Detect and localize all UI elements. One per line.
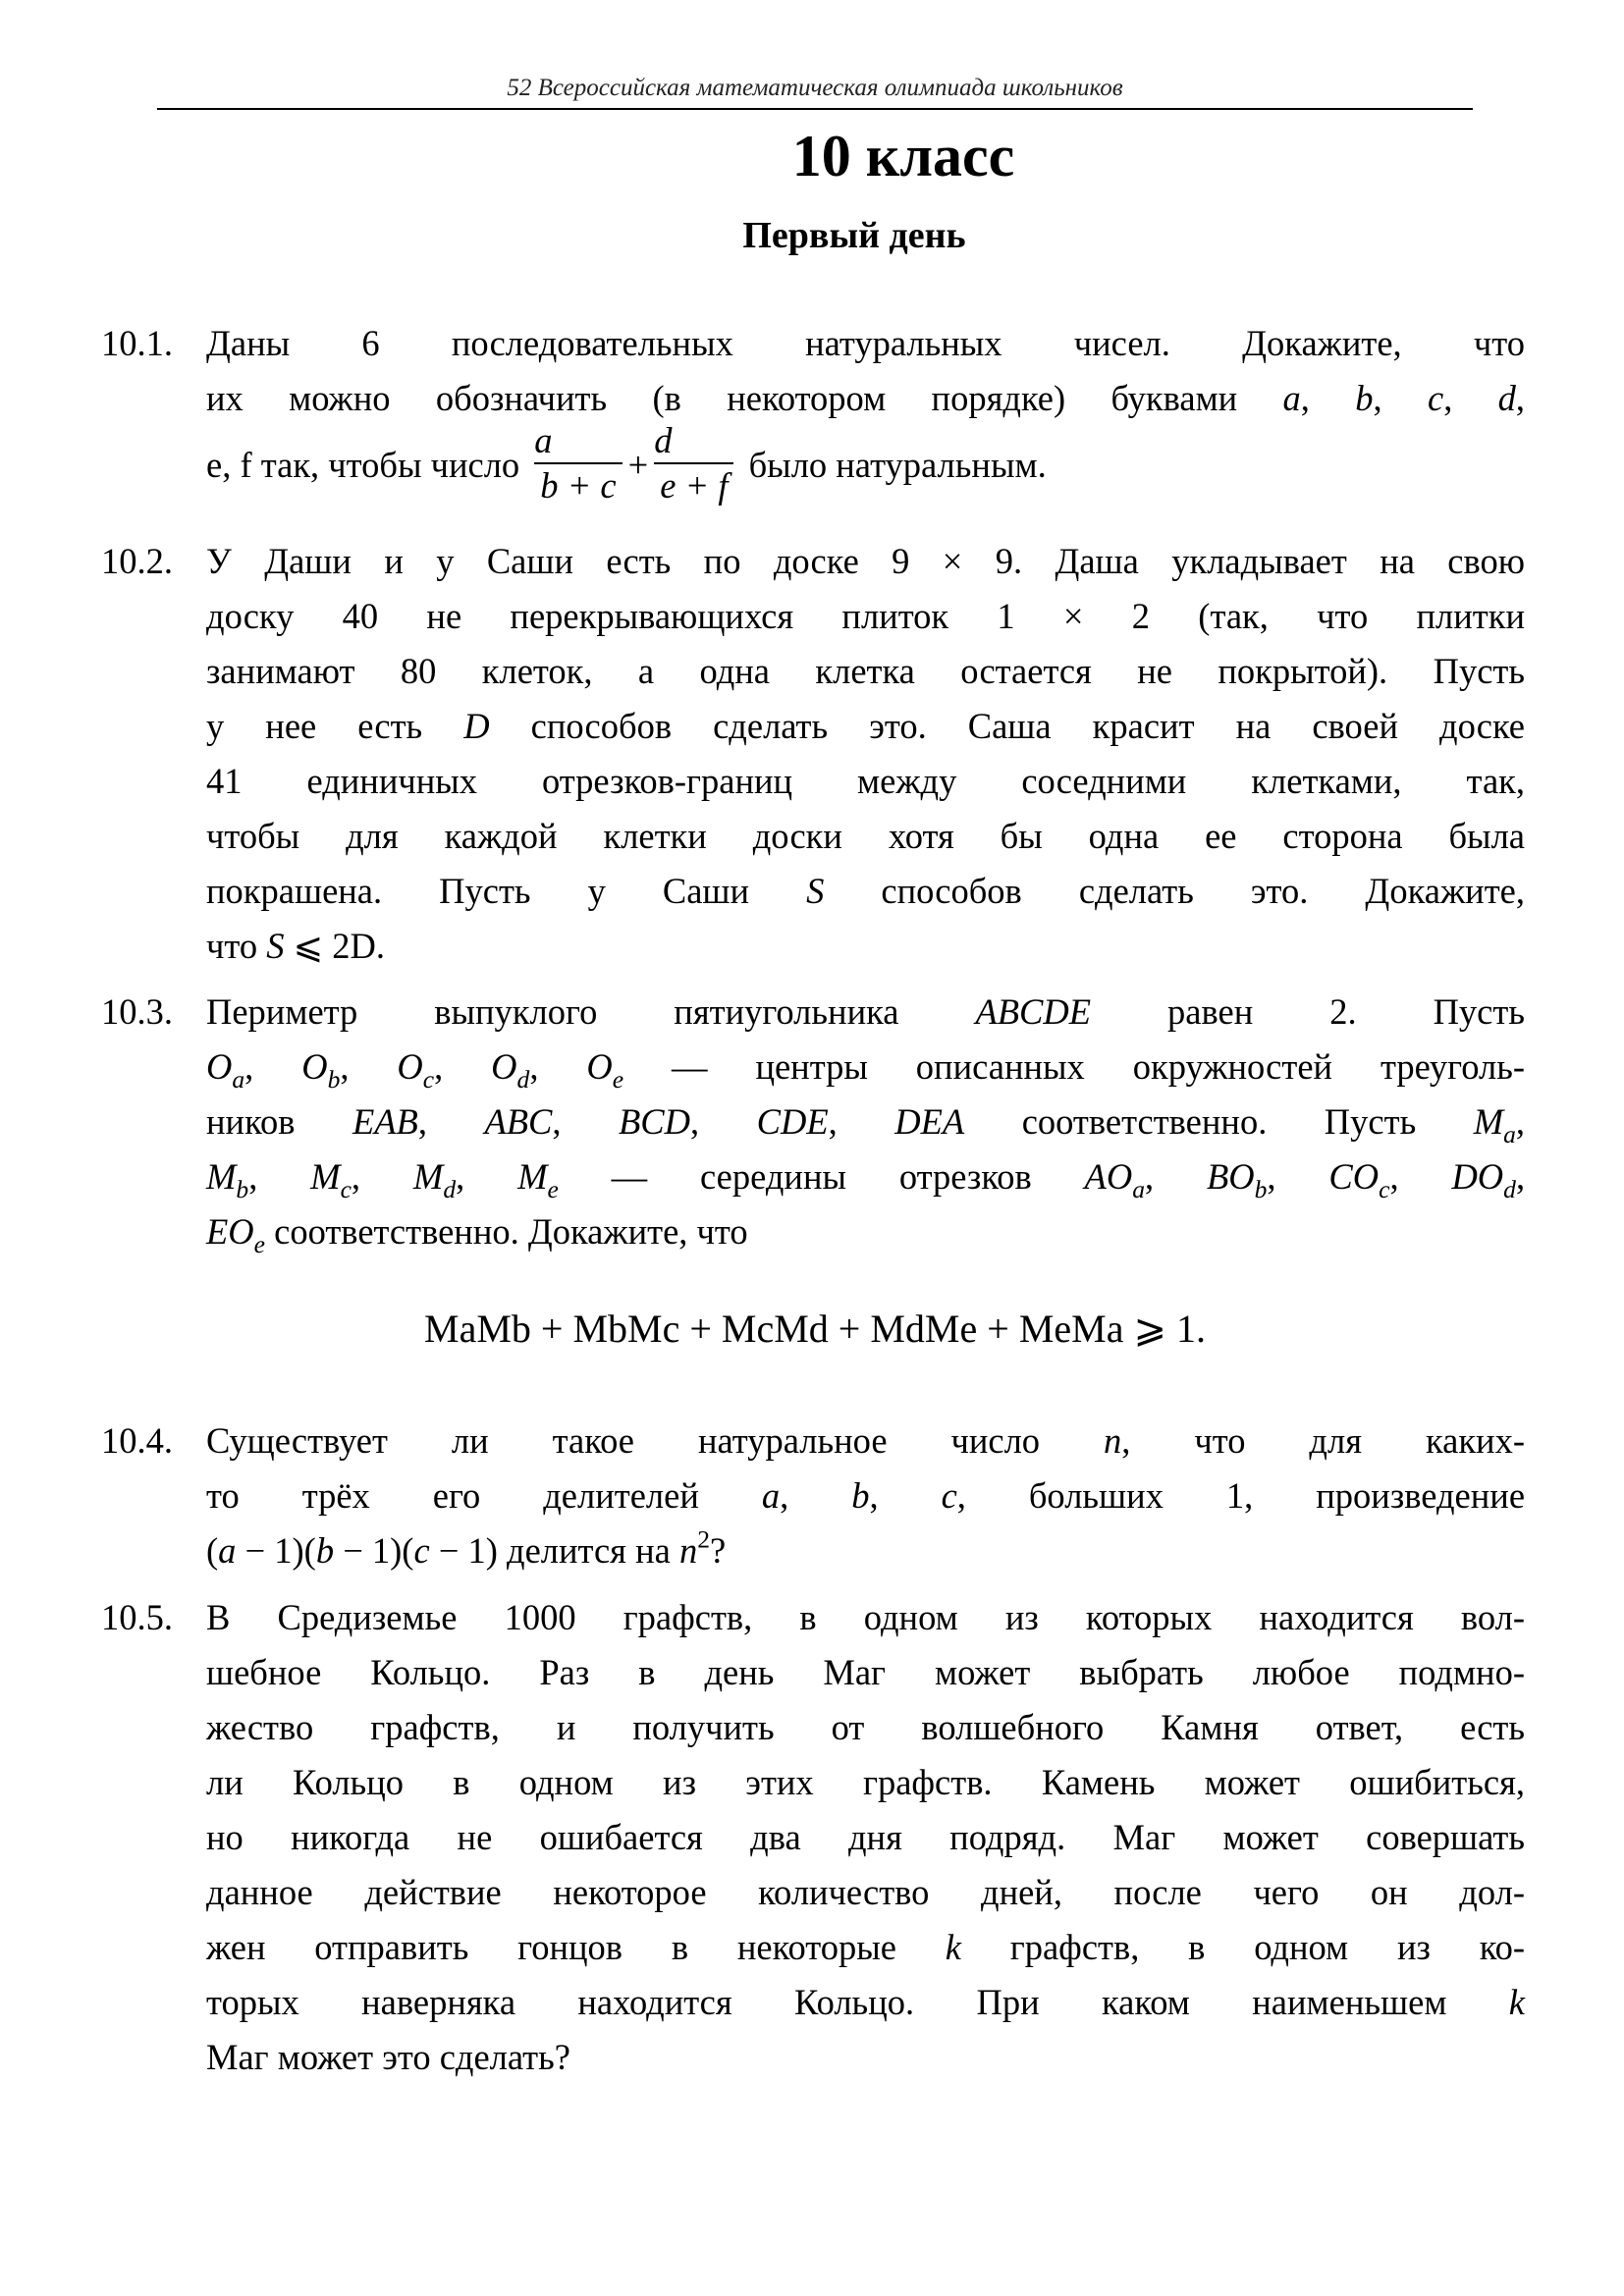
problem-line: занимают 80 клеток, а одна клетка остается не покрытой). Пусть (206, 651, 1525, 691)
problem-number: 10.1. (101, 323, 173, 363)
problem-line: что S ⩽ 2D. (206, 926, 386, 966)
problem-line: чтобы для каждой клетки доски хотя бы одна ее сторона была (206, 816, 1525, 856)
problem-10-4 (101, 1414, 1525, 1578)
problem-line: доску 40 не перекрывающихся плиток 1 × 2 (так, что плитки (206, 596, 1525, 636)
running-head: 52 Всероссийская математическая олимпиада школьников (507, 75, 1123, 101)
problem-line: шебное Кольцо. Раз в день Маг может выбрать любое подмно- (206, 1652, 1525, 1692)
problem-line: Даны 6 последовательных натуральных чисел. Докажите, что (206, 323, 1525, 363)
problem-line: ли Кольцо в одном из этих графств. Камень может ошибиться, (206, 1762, 1525, 1802)
problem-line: жен отправить гонцов в некоторые k графств, в одном из ко- (206, 1927, 1525, 1967)
problem-line: $O_a$, $O_b$, $O_c$, $O_d$, $O_e$ — центры описанных окружностей треуголь- (206, 1046, 1526, 1094)
problem-number: 10.4. (101, 1420, 173, 1461)
problem-line: их можно обозначить (в некотором порядке) буквами a, b, c, d, (206, 378, 1526, 418)
problem-line: ников EAB, ABC, BCD, CDE, DEA соответственно. Пусть $M_a$, (206, 1101, 1526, 1148)
problem-line: В Средиземье 1000 графств, в одном из которых находится вол- (206, 1597, 1525, 1637)
problem-line: У Даши и у Саши есть по доске 9 × 9. Даша укладывает на свою (206, 541, 1525, 581)
problem-line: но никогда не ошибается два дня подряд. Маг может совершать (206, 1817, 1525, 1857)
line-prefix: e, f так, чтобы число (206, 445, 520, 485)
problem-10-1 (101, 316, 1525, 514)
problem-line: Существует ли такое натуральное число n, что для каких- (206, 1420, 1525, 1461)
numerator: d (654, 419, 673, 460)
problem-line-with-fraction (206, 416, 1525, 514)
problem-line: 41 единичных отрезков-границ между соседними клетками, так, (206, 761, 1525, 801)
section-subtitle: Первый день (742, 215, 966, 256)
problem-number: 10.3. (101, 991, 173, 1032)
problem-10-3 (101, 985, 1525, 1259)
plus-sign: + (627, 445, 649, 485)
problem-line: данное действие некоторое количество дней, после чего он дол- (206, 1872, 1525, 1912)
problem-line: то трёх его делителей a, b, c, больших 1, произведение (206, 1475, 1526, 1516)
problem-line: торых наверняка находится Кольцо. При каком наименьшем k (206, 1982, 1525, 2022)
header-rule (157, 108, 1473, 110)
problem-line: Маг может это сделать? (206, 2037, 570, 2077)
problem-10-5 (101, 1590, 1525, 2085)
display-formula: MaMb + MbMc + McMd + MdMe + MeMa ⩾ 1. (424, 1307, 1206, 1351)
problem-line: (a − 1)(b − 1)(c − 1) делится на $n^2$? (206, 1524, 727, 1571)
line-suffix: было натуральным. (748, 445, 1047, 485)
problem-number: 10.5. (101, 1597, 173, 1637)
fraction-d-over-e-plus-f (654, 419, 733, 507)
problem-line: у нее есть D способов сделать это. Саша красит на своей доске (206, 706, 1525, 746)
fraction-a-over-b-plus-c (534, 419, 622, 507)
problem-line: покрашена. Пусть у Саши S способов сделать это. Докажите, (206, 871, 1525, 911)
numerator: a (534, 419, 553, 460)
problem-line: $EO_e$ соответственно. Докажите, что (206, 1211, 748, 1258)
denominator: e + f (660, 464, 729, 506)
problem-line: $M_b$, $M_c$, $M_d$, $M_e$ — середины отрезков $AO_a$, $BO_b$, $CO_c$, $DO_d$, (206, 1156, 1526, 1203)
problem-line: Периметр выпуклого пятиугольника ABCDE равен 2. Пусть (206, 991, 1525, 1032)
problem-10-2 (101, 534, 1525, 974)
denominator: b + c (540, 464, 617, 506)
page-title: 10 класс (791, 124, 1015, 188)
problem-number: 10.2. (101, 541, 173, 581)
problem-line: жество графств, и получить от волшебного Камня ответ, есть (206, 1707, 1525, 1747)
